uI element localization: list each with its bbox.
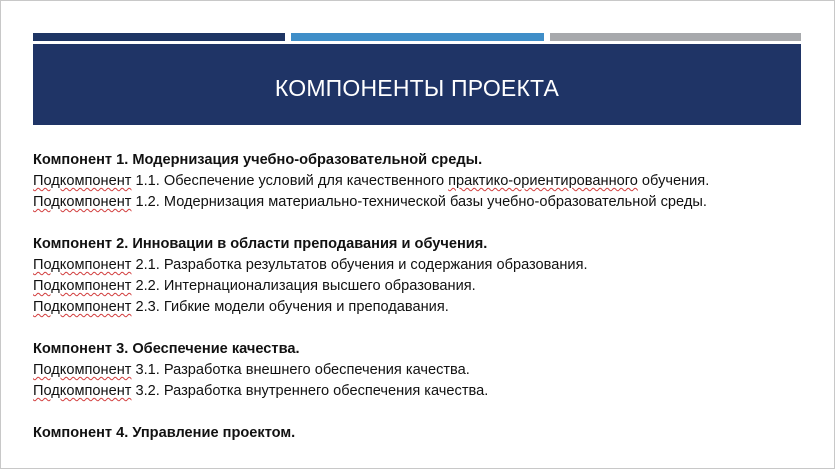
subcomponent-line <box>33 192 823 213</box>
subcomponent-text: 3.2. Разработка внутреннего обеспечения качества. <box>131 383 489 399</box>
subcomponent-suffix: обучения. <box>637 173 710 189</box>
component-heading: Компонент 4. Управление проектом. <box>33 425 296 441</box>
subcomponent-prefix: Подкомпонент <box>33 257 132 273</box>
subcomponent-prefix: Подкомпонент <box>33 383 132 399</box>
subcomponent-prefix: Подкомпонент <box>33 194 132 210</box>
subcomponent-prefix: Подкомпонент <box>33 299 132 315</box>
component-heading: Компонент 2. Инновации в области преподавания и обучения. <box>33 236 488 252</box>
subcomponent-line <box>33 360 823 381</box>
title-banner <box>33 44 801 125</box>
component-heading: Компонент 1. Модернизация учебно-образовательной среды. <box>33 152 483 168</box>
stripe-light-blue <box>291 33 544 41</box>
stripe-gray <box>550 33 801 41</box>
spellcheck-flagged-word: практико-ориентированного <box>448 173 638 189</box>
slide-title: КОМПОНЕНТЫ ПРОЕКТА <box>274 75 560 101</box>
spacer <box>33 318 823 339</box>
stripe-dark-blue <box>33 33 285 41</box>
subcomponent-prefix: Подкомпонент <box>33 278 132 294</box>
subcomponent-text: 1.1. Обеспечение условий для качественного <box>131 173 449 189</box>
slide-body[interactable] <box>33 150 823 444</box>
subcomponent-prefix: Подкомпонент <box>33 173 132 189</box>
subcomponent-text: 2.2. Интернационализация высшего образования. <box>131 278 476 294</box>
subcomponent-line <box>33 381 823 402</box>
spacer <box>33 213 823 234</box>
subcomponent-line <box>33 276 823 297</box>
component-heading: Компонент 3. Обеспечение качества. <box>33 341 300 357</box>
header-stripes <box>33 33 801 41</box>
subcomponent-line <box>33 297 823 318</box>
subcomponent-text: 3.1. Разработка внешнего обеспечения качества. <box>131 362 470 378</box>
subcomponent-prefix: Подкомпонент <box>33 362 132 378</box>
spacer <box>33 402 823 423</box>
subcomponent-line <box>33 171 823 192</box>
subcomponent-text: 1.2. Модернизация материально-технической базы учебно-образовательной среды. <box>131 194 707 210</box>
subcomponent-text: 2.3. Гибкие модели обучения и преподавания. <box>131 299 449 315</box>
subcomponent-text: 2.1. Разработка результатов обучения и содержания образования. <box>131 257 588 273</box>
subcomponent-line <box>33 255 823 276</box>
